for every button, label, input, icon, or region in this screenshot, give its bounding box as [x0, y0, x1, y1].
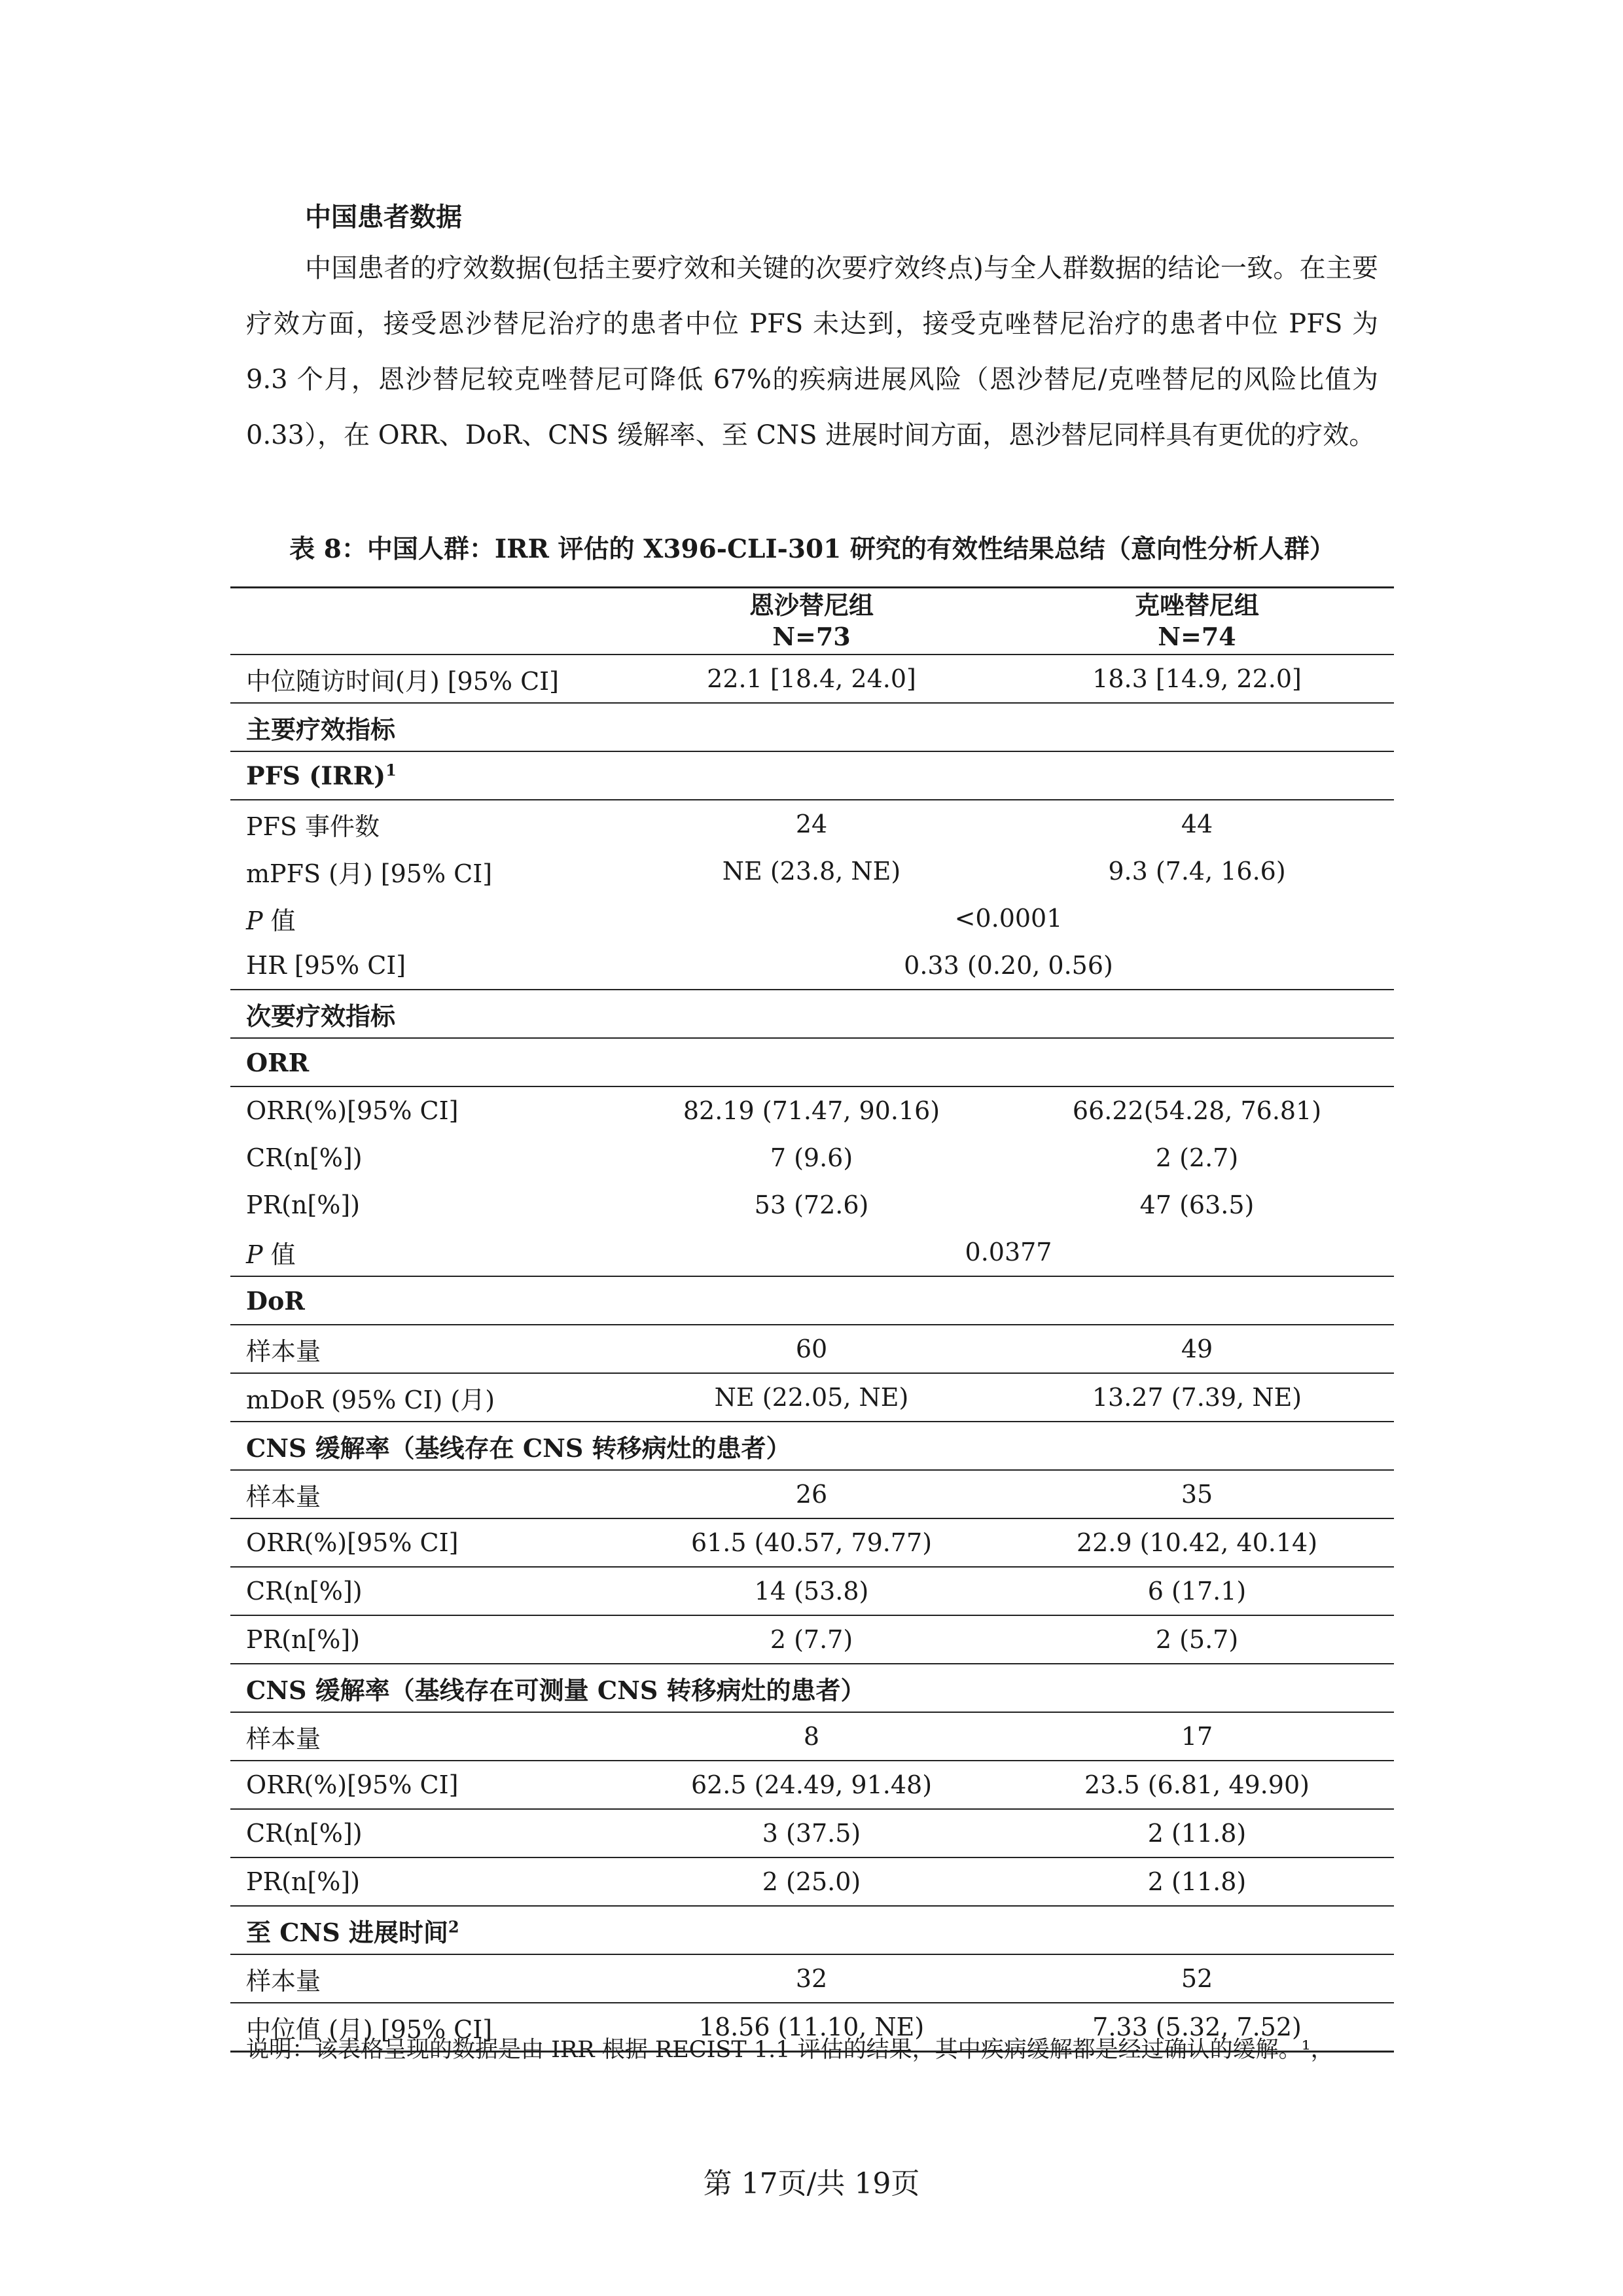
table-row: [230, 1422, 1394, 1470]
ensartinib-value-cell: 2 (7.7): [623, 1615, 1000, 1664]
table-row: [230, 1276, 1394, 1325]
crizotinib-value-cell: 49: [1000, 1325, 1394, 1373]
table-row: [230, 1181, 1394, 1229]
crizotinib-value-cell: 9.3 (7.4, 16.6): [1108, 857, 1286, 886]
crizotinib-value-cell: 47 (63.5): [1139, 1191, 1255, 1219]
row-label-cell: 主要疗效指标: [230, 703, 1394, 751]
row-label-cell: P 值: [246, 1240, 296, 1269]
crizotinib-value-cell: 17: [1000, 1712, 1394, 1761]
crizotinib-value-cell: 7.33 (5.32, 7.52): [1000, 2003, 1394, 2052]
ensartinib-value-cell: 24: [623, 800, 1000, 848]
ensartinib-value-cell: NE (23.8, NE): [722, 857, 901, 886]
row-label-cell: CR(n[%]): [230, 1567, 623, 1615]
ensartinib-value-cell: NE (22.05, NE): [623, 1373, 1000, 1422]
table-row: [230, 1086, 1394, 1134]
table-row: [230, 1325, 1394, 1373]
row-label-cell: 样本量: [230, 1325, 623, 1373]
table-row: [230, 1038, 1394, 1086]
row-label-cell: CR(n[%]): [230, 1809, 623, 1857]
row-label-cell: P 值: [246, 906, 296, 935]
row-label-cell: 样本量: [230, 1712, 623, 1761]
footnote-marker: 1: [385, 761, 397, 780]
table-row: [230, 895, 1394, 942]
table-note: 说明：该表格呈现的数据是由 IRR 根据 RECIST 1.1 评估的结果，其中疾病缓解都是经过确认的缓解。¹，: [246, 2037, 1334, 2063]
row-label-cell: CNS 缓解率（基线存在 CNS 转移病灶的患者）: [230, 1422, 1394, 1470]
crizotinib-value-cell: 52: [1000, 1954, 1394, 2003]
table-row: [230, 800, 1394, 848]
ensartinib-value-cell: 32: [623, 1954, 1000, 2003]
ensartinib-value-cell: 18.56 (11.10, NE): [623, 2003, 1000, 2052]
row-label-cell: PR(n[%]): [230, 1615, 623, 1664]
ensartinib-value-cell: 61.5 (40.57, 79.77): [623, 1518, 1000, 1567]
table-row: [230, 848, 1394, 895]
row-label-cell: CNS 缓解率（基线存在可测量 CNS 转移病灶的患者）: [230, 1664, 1394, 1712]
table-row: [230, 1518, 1394, 1567]
header-ensartinib: 恩沙替尼组 N=73: [623, 588, 1000, 655]
row-label-cell: 样本量: [230, 1954, 623, 2003]
table-row: [230, 1712, 1394, 1761]
table-row: [230, 1615, 1394, 1664]
ensartinib-value-cell: 60: [623, 1325, 1000, 1373]
body-paragraph: 中国患者的疗效数据(包括主要疗效和关键的次要疗效终点)与全人群数据的结论一致。在主要疗效方面，接受恩沙替尼治疗的患者中位 PFS 未达到，接受克唑替尼治疗的患者中位 PFS 为 9.3 个月，恩沙替尼较克唑替尼可降低 67%的疾病进展风险（恩沙替尼/克唑替尼的风险比值为 0.33），在 ORR、DoR、CNS 缓解率、至 CNS 进展时间方面，恩沙替尼同样具有更优的疗效。: [246, 253, 1378, 450]
table-row: [230, 1809, 1394, 1857]
table-row: [230, 990, 1394, 1038]
row-label-cell: 中位值 (月) [95% CI]: [230, 2003, 623, 2052]
crizotinib-value-cell: 35: [1000, 1470, 1394, 1518]
combined-value-cell: <0.0001: [954, 904, 1063, 933]
row-label-cell: 次要疗效指标: [230, 990, 1394, 1038]
table-row: [230, 942, 1394, 990]
header-crizotinib: 克唑替尼组 N=74: [1000, 588, 1394, 655]
row-label-cell: PR(n[%]): [230, 1857, 623, 1906]
crizotinib-value-cell: 66.22(54.28, 76.81): [1000, 1086, 1394, 1134]
ensartinib-value-cell: 53 (72.6): [754, 1191, 869, 1219]
row-label-cell: 至 CNS 进展时间$^2$: [230, 1906, 1394, 1954]
ensartinib-value-cell: 7 (9.6): [770, 1143, 853, 1172]
ensartinib-value-cell: 62.5 (24.49, 91.48): [623, 1761, 1000, 1809]
table-row: [230, 1470, 1394, 1518]
row-label-cell: 中位随访时间(月) [95% CI]: [246, 666, 560, 696]
row-label-cell: mPFS (月) [95% CI]: [246, 859, 493, 888]
crizotinib-value-cell: 13.27 (7.39, NE): [1000, 1373, 1394, 1422]
row-label-cell: ORR(%)[95% CI]: [230, 1761, 623, 1809]
table-row: [230, 1761, 1394, 1809]
section-heading: 中国患者数据: [305, 202, 462, 232]
row-label-cell: HR [95% CI]: [246, 951, 406, 980]
table-row: [230, 751, 1394, 800]
ensartinib-value-cell: 8: [623, 1712, 1000, 1761]
row-label-cell: PFS (IRR)$^1$: [230, 751, 1394, 800]
row-label-cell: DoR: [230, 1276, 1394, 1325]
row-label-cell: ORR(%)[95% CI]: [230, 1518, 623, 1567]
crizotinib-value-cell: 2 (11.8): [1000, 1809, 1394, 1857]
row-label-cell: PR(n[%]): [246, 1191, 361, 1219]
row-label-cell: ORR(%)[95% CI]: [230, 1086, 623, 1134]
row-label-cell: mDoR (95% CI) (月): [230, 1373, 623, 1422]
table-caption: 表 8：中国人群：IRR 评估的 X396-CLI-301 研究的有效性结果总结（意向性分析人群）: [289, 534, 1335, 564]
ensartinib-value-cell: 82.19 (71.47, 90.16): [623, 1086, 1000, 1134]
crizotinib-value-cell: 18.3 [14.9, 22.0]: [1092, 664, 1302, 693]
combined-value-cell: 0.0377: [965, 1238, 1052, 1266]
table-row: [230, 1906, 1394, 1954]
combined-value-cell: 0.33 (0.20, 0.56): [904, 951, 1113, 980]
row-label-cell: PFS 事件数: [230, 800, 623, 848]
crizotinib-value-cell: 2 (11.8): [1000, 1857, 1394, 1906]
page-footer: 第 17页/共 19页: [703, 2167, 920, 2200]
table-row: [230, 1857, 1394, 1906]
table-row: [230, 1664, 1394, 1712]
row-label-cell: 样本量: [230, 1470, 623, 1518]
table-row: [230, 1954, 1394, 2003]
crizotinib-value-cell: 2 (2.7): [1155, 1143, 1239, 1172]
table-row: [230, 1567, 1394, 1615]
table-row: [230, 1229, 1394, 1276]
table-row: [230, 1373, 1394, 1422]
footnote-marker: 2: [448, 1916, 459, 1936]
table-row: [230, 1134, 1394, 1181]
crizotinib-value-cell: 2 (5.7): [1000, 1615, 1394, 1664]
row-label-cell: CR(n[%]): [246, 1143, 363, 1172]
efficacy-table: [230, 586, 1394, 2053]
ensartinib-value-cell: 2 (25.0): [623, 1857, 1000, 1906]
ensartinib-value-cell: 14 (53.8): [623, 1567, 1000, 1615]
crizotinib-value-cell: 44: [1000, 800, 1394, 848]
ensartinib-value-cell: 3 (37.5): [623, 1809, 1000, 1857]
crizotinib-value-cell: 22.9 (10.42, 40.14): [1000, 1518, 1394, 1567]
ensartinib-value-cell: 22.1 [18.4, 24.0]: [707, 664, 916, 693]
crizotinib-value-cell: 23.5 (6.81, 49.90): [1000, 1761, 1394, 1809]
table-row: [230, 655, 1394, 703]
table-header-row: [230, 588, 1394, 655]
header-empty-cell: [230, 588, 623, 655]
ensartinib-value-cell: 26: [623, 1470, 1000, 1518]
row-label-cell: ORR: [230, 1038, 1394, 1086]
table-row: [230, 703, 1394, 751]
crizotinib-value-cell: 6 (17.1): [1000, 1567, 1394, 1615]
